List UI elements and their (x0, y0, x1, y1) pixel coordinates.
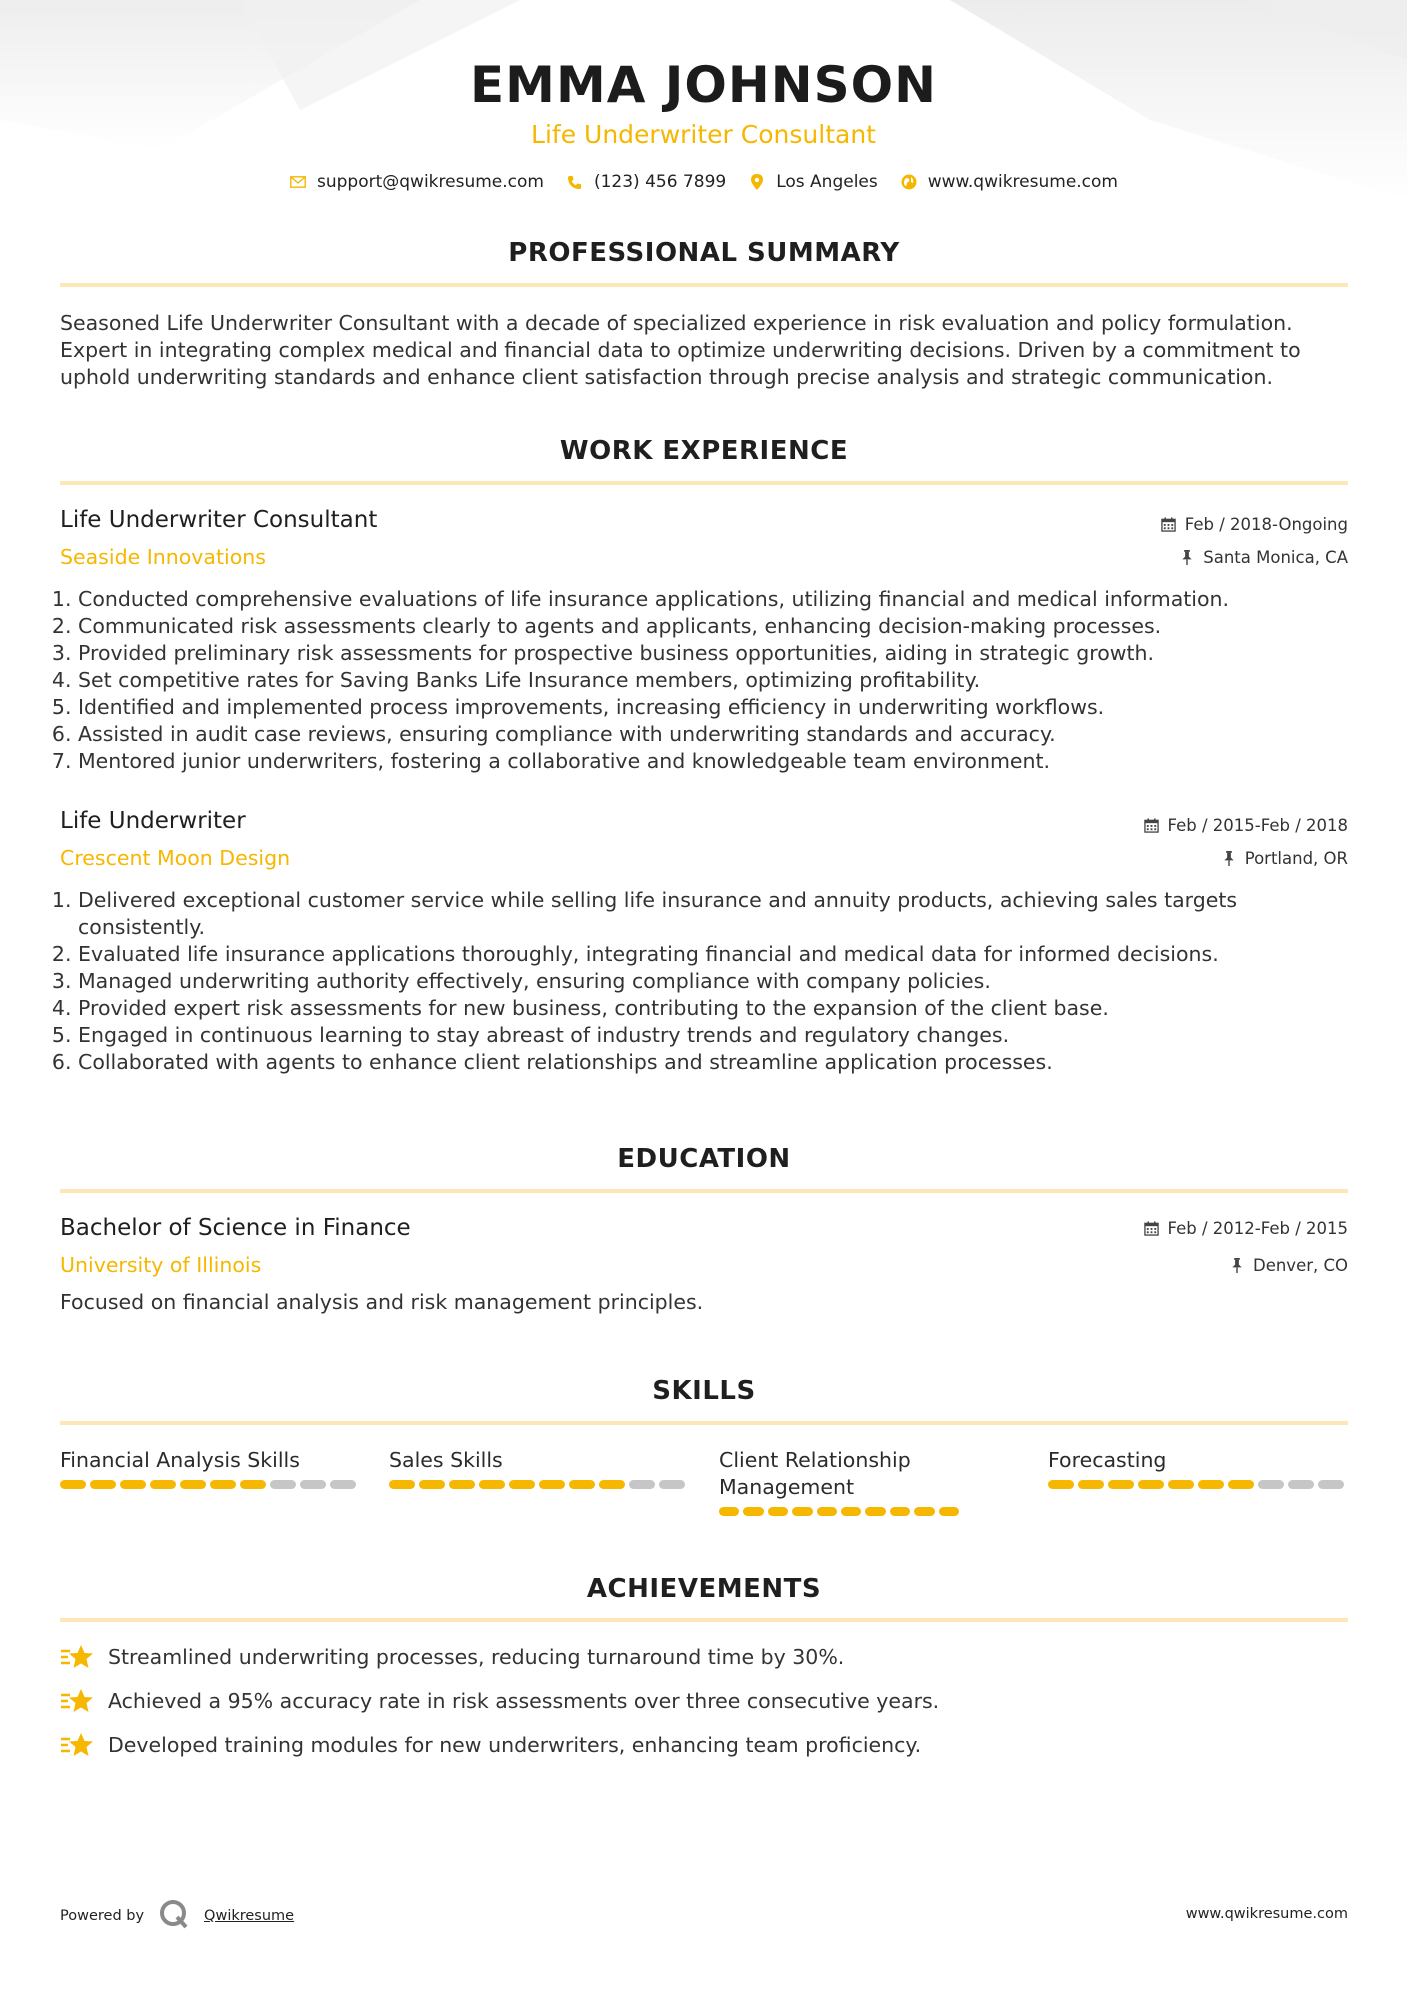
skill-level-segment (743, 1507, 763, 1516)
job-title: Life Underwriter Consultant (60, 507, 378, 533)
skill-level-segment (300, 1480, 326, 1489)
education-location (1229, 1256, 1348, 1275)
section-title-achievements: ACHIEVEMENTS (586, 1574, 822, 1604)
skill-level-meter (60, 1480, 360, 1489)
skill-level-segment (569, 1480, 595, 1489)
section-divider (60, 481, 1348, 485)
skill-item (719, 1447, 959, 1516)
calendar-icon (1144, 818, 1160, 834)
section-divider (60, 1421, 1348, 1425)
list-item: 3. Managed underwriting authority effectively, ensuring compliance with company policies. (78, 968, 1348, 995)
star-icon (60, 1643, 94, 1671)
job-title: Life Underwriter (60, 808, 246, 834)
skill-level-segment (768, 1507, 788, 1516)
skill-level-segment (939, 1507, 959, 1516)
star-icon (60, 1731, 94, 1759)
skill-level-segment (1288, 1480, 1314, 1489)
skill-level-segment (817, 1507, 837, 1516)
skill-level-segment (841, 1507, 861, 1516)
achievement-item (60, 1687, 939, 1715)
skill-level-segment (389, 1480, 415, 1489)
skill-level-segment (539, 1480, 565, 1489)
list-item: 6. Assisted in audit case reviews, ensuring compliance with underwriting standards and accuracy. (78, 721, 1348, 748)
education-location-text: Denver, CO (1252, 1256, 1348, 1275)
skill-level-meter (1048, 1480, 1348, 1489)
achievement-item (60, 1643, 844, 1671)
skill-item (389, 1447, 689, 1489)
list-item: 3. Provided preliminary risk assessments for prospective business opportunities, aiding in strategic growth. (78, 640, 1348, 667)
skill-level-segment (1258, 1480, 1284, 1489)
skill-level-segment (479, 1480, 505, 1489)
contact-location (748, 172, 878, 192)
skill-level-segment (1318, 1480, 1344, 1489)
contact-phone[interactable] (566, 172, 726, 192)
section-title-education: EDUCATION (617, 1144, 791, 1174)
skill-item (1048, 1447, 1348, 1489)
skill-level-segment (180, 1480, 206, 1489)
education-date (1144, 1219, 1348, 1238)
section-divider (60, 1618, 1348, 1622)
skill-level-segment (599, 1480, 625, 1489)
skill-level-segment (419, 1480, 445, 1489)
skill-level-segment (270, 1480, 296, 1489)
list-item: 2. Evaluated life insurance applications thoroughly, integrating financial and medical data for informed decisions. (78, 941, 1348, 968)
skill-level-segment (659, 1480, 685, 1489)
school-name: University of Illinois (60, 1253, 262, 1277)
job-date (1144, 816, 1348, 835)
skill-level-segment (150, 1480, 176, 1489)
section-divider (60, 1189, 1348, 1193)
contact-location-text: Los Angeles (776, 172, 878, 192)
skill-level-segment (60, 1480, 86, 1489)
skill-item (60, 1447, 360, 1489)
list-item: 4. Set competitive rates for Saving Banks Life Insurance members, optimizing profitability. (78, 667, 1348, 694)
skill-name: Forecasting (1048, 1448, 1167, 1472)
pushpin-icon (1221, 851, 1237, 867)
skill-level-meter (389, 1480, 689, 1489)
education-description: Focused on financial analysis and risk management principles. (60, 1290, 704, 1314)
footer-brand-link[interactable]: Qwikresume (204, 1908, 295, 1924)
envelope-icon (289, 173, 307, 191)
skill-name: Financial Analysis Skills (60, 1448, 300, 1472)
skill-level-segment (120, 1480, 146, 1489)
contact-website-text: www.qwikresume.com (927, 172, 1118, 192)
education-date-text: Feb / 2012-Feb / 2015 (1167, 1219, 1348, 1238)
skill-level-segment (865, 1507, 885, 1516)
company-name: Seaside Innovations (60, 545, 266, 569)
list-item: 1. Conducted comprehensive evaluations of life insurance applications, utilizing financial and medical information. (78, 586, 1348, 613)
section-title-skills: SKILLS (652, 1376, 756, 1406)
calendar-icon (1161, 517, 1177, 533)
skill-level-segment (449, 1480, 475, 1489)
contact-email[interactable] (289, 172, 544, 192)
job-date-text: Feb / 2018-Ongoing (1184, 515, 1348, 534)
powered-by-label: Powered by (60, 1908, 145, 1924)
skill-level-segment (1228, 1480, 1254, 1489)
skill-level-segment (1108, 1480, 1134, 1489)
location-pin-icon (748, 173, 766, 191)
skill-level-segment (890, 1507, 910, 1516)
skill-level-segment (90, 1480, 116, 1489)
list-item: 4. Provided expert risk assessments for new business, contributing to the expansion of the client base. (78, 995, 1348, 1022)
degree-title: Bachelor of Science in Finance (60, 1215, 411, 1241)
achievement-text: Achieved a 95% accuracy rate in risk assessments over three consecutive years. (108, 1689, 940, 1713)
job-date (1161, 515, 1348, 534)
skill-level-meter (719, 1507, 959, 1516)
section-title-summary: PROFESSIONAL SUMMARY (508, 238, 900, 268)
list-item: 6. Collaborated with agents to enhance client relationships and streamline application processes. (78, 1049, 1348, 1076)
candidate-name: EMMA JOHNSON (470, 56, 937, 114)
section-title-experience: WORK EXPERIENCE (559, 436, 849, 466)
job-location-text: Portland, OR (1244, 849, 1348, 868)
star-icon (60, 1687, 94, 1715)
contact-phone-text: (123) 456 7899 (593, 172, 727, 192)
list-item: 2. Communicated risk assessments clearly to agents and applicants, enhancing decision-making processes. (78, 613, 1348, 640)
skill-name: Sales Skills (389, 1448, 503, 1472)
globe-icon (900, 173, 918, 191)
skill-level-segment (1168, 1480, 1194, 1489)
skill-level-segment (1048, 1480, 1074, 1489)
calendar-icon (1144, 1221, 1160, 1237)
skill-level-segment (1198, 1480, 1224, 1489)
contact-website[interactable] (900, 172, 1118, 192)
skill-level-segment (330, 1480, 356, 1489)
skill-level-segment (210, 1480, 236, 1489)
summary-text: Seasoned Life Underwriter Consultant with a decade of specialized experience in risk evaluation and policy formulation. Expert in integrating complex medical and financial data to optimize underwriting decisions. Driven by a commitment to uphold underwriting standards and enhance client satisfaction through precise analysis and strategic communication. (60, 311, 1301, 389)
job-location-text: Santa Monica, CA (1203, 548, 1348, 567)
skill-level-segment (792, 1507, 812, 1516)
company-name: Crescent Moon Design (60, 846, 291, 870)
skill-level-segment (509, 1480, 535, 1489)
candidate-role: Life Underwriter Consultant (531, 120, 876, 149)
achievement-item (60, 1731, 921, 1759)
job-responsibilities (60, 887, 1348, 1076)
job-location (1179, 548, 1348, 567)
job-location (1221, 849, 1348, 868)
section-divider (60, 283, 1348, 287)
skill-level-segment (719, 1507, 739, 1516)
skill-level-segment (914, 1507, 934, 1516)
job-responsibilities (60, 586, 1348, 775)
footer-powered-by (60, 1898, 294, 1934)
skill-level-segment (629, 1480, 655, 1489)
list-item: 5. Engaged in continuous learning to stay abreast of industry trends and regulatory changes. (78, 1022, 1348, 1049)
achievement-text: Streamlined underwriting processes, reducing turnaround time by 30%. (108, 1645, 845, 1669)
list-item: 7. Mentored junior underwriters, fostering a collaborative and knowledgeable team environment. (78, 748, 1348, 775)
footer-website-link[interactable]: www.qwikresume.com (1185, 1906, 1348, 1922)
pushpin-icon (1229, 1258, 1245, 1274)
skill-level-segment (240, 1480, 266, 1489)
phone-icon (566, 173, 584, 191)
job-date-text: Feb / 2015-Feb / 2018 (1167, 816, 1348, 835)
list-item: 1. Delivered exceptional customer service while selling life insurance and annuity products, achieving sales targets consistently. (78, 887, 1348, 941)
list-item: 5. Identified and implemented process improvements, increasing efficiency in underwriting workflows. (78, 694, 1348, 721)
contact-bar (0, 172, 1407, 192)
skill-name: Client Relationship Management (719, 1448, 911, 1499)
contact-email-text: support@qwikresume.com (317, 172, 544, 192)
qwikresume-logo-icon (158, 1898, 190, 1934)
achievement-text: Developed training modules for new underwriters, enhancing team proficiency. (108, 1733, 922, 1757)
skill-level-segment (1138, 1480, 1164, 1489)
pushpin-icon (1179, 550, 1195, 566)
skill-level-segment (1078, 1480, 1104, 1489)
